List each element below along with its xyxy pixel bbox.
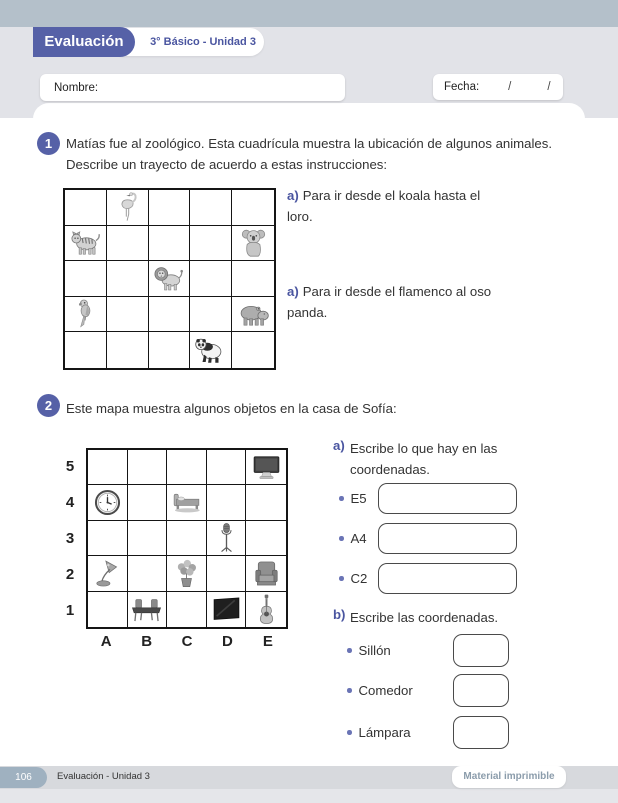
- col-label-e: E: [262, 633, 273, 650]
- object-label: Lámpara: [358, 725, 411, 740]
- bullet-icon: [339, 536, 344, 541]
- bullet-icon: [347, 648, 352, 653]
- bullet-icon: [347, 688, 352, 693]
- grid-cell: [107, 261, 149, 297]
- panda-icon: [192, 334, 229, 366]
- clock-icon: [90, 486, 125, 519]
- question-1-task-a1: [287, 185, 492, 227]
- row-label-4: 4: [65, 493, 75, 511]
- lion-icon: [150, 262, 187, 294]
- answer-box-a4[interactable]: [378, 523, 517, 554]
- task-text: Para ir desde el koala hasta el loro.: [287, 188, 481, 224]
- task-text: Para ir desde el flamenco al oso panda.: [287, 284, 492, 320]
- bullet-icon: [339, 576, 344, 581]
- grid-cell: [149, 297, 191, 333]
- grid-cell: [207, 556, 247, 591]
- task-a-text: Escribe lo que hay en las coordenadas.: [350, 441, 498, 477]
- tv-icon: [209, 593, 244, 626]
- coordinate-item-e5: [339, 483, 517, 514]
- grid-cell: [149, 226, 191, 262]
- bullet-icon: [339, 496, 344, 501]
- grid-cell: [128, 556, 168, 591]
- task-label: a): [287, 284, 299, 299]
- microphone-icon: [209, 521, 244, 554]
- coordinate-label: A4: [350, 531, 367, 546]
- grid-cell: [107, 332, 149, 368]
- top-band: [0, 0, 618, 27]
- zoo-grid: [63, 188, 276, 370]
- grid-cell: [88, 592, 128, 627]
- house-grid-row-labels: [58, 448, 82, 629]
- grid-cell: [207, 592, 247, 627]
- bed-icon: [169, 486, 204, 519]
- grid-cell: [190, 332, 232, 368]
- grid-cell: [246, 592, 286, 627]
- task-b-label: b): [333, 607, 346, 622]
- grid-cell: [149, 261, 191, 297]
- coordinate-label: E5: [350, 491, 367, 506]
- grid-cell: [65, 190, 107, 226]
- grid-cell: [232, 261, 274, 297]
- grade-unit-pill: 3° Básico - Unidad 3: [120, 28, 264, 56]
- grid-cell: [88, 556, 128, 591]
- evaluation-badge: Evaluación: [33, 27, 135, 57]
- grid-cell: [167, 556, 207, 591]
- grid-cell: [246, 485, 286, 520]
- col-label-c: C: [181, 633, 193, 650]
- plant-icon: [169, 557, 204, 590]
- hippo-icon: [235, 298, 272, 330]
- grid-cell: [65, 226, 107, 262]
- object-item-lampara: [347, 716, 512, 749]
- row-label-1: 1: [65, 602, 75, 620]
- grid-cell: [190, 297, 232, 333]
- parrot-icon: [67, 298, 104, 330]
- armchair-icon: [249, 557, 284, 590]
- grid-cell: [167, 485, 207, 520]
- col-label-a: A: [100, 633, 112, 650]
- grid-cell: [65, 297, 107, 333]
- name-field[interactable]: [40, 74, 345, 101]
- grid-cell: [232, 332, 274, 368]
- lamp-icon: [90, 557, 125, 590]
- task-a-label: a): [333, 438, 345, 453]
- answer-box-c2[interactable]: [378, 563, 517, 594]
- grid-cell: [190, 261, 232, 297]
- table-icon: [129, 593, 164, 626]
- bullet-icon: [347, 730, 352, 735]
- grid-cell: [207, 450, 247, 485]
- row-label-2: 2: [65, 566, 75, 584]
- grid-cell: [167, 592, 207, 627]
- grid-cell: [149, 332, 191, 368]
- answer-box-sillon[interactable]: [453, 634, 509, 667]
- col-label-d: D: [222, 633, 233, 650]
- grid-cell: [232, 226, 274, 262]
- object-item-comedor: [347, 674, 512, 707]
- printable-material-label: Material imprimible: [452, 766, 566, 788]
- task-b-text: Escribe las coordenadas.: [350, 610, 499, 625]
- object-item-sillon: [347, 634, 512, 667]
- guitar-icon: [249, 593, 284, 626]
- question-1-text: Matías fue al zoológico. Esta cuadrícula muestra la ubicación de algunos animales. Describe un trayecto de acuerdo a estas instrucciones:: [66, 136, 553, 172]
- question-2-number: 2: [37, 394, 60, 417]
- date-field[interactable]: [433, 74, 563, 100]
- task-label: a): [287, 188, 299, 203]
- grid-cell: [232, 297, 274, 333]
- name-label: Nombre:: [54, 81, 99, 94]
- question-2-text: Este mapa muestra algunos objetos en la casa de Sofía:: [66, 401, 397, 416]
- grid-cell: [128, 521, 168, 556]
- footer-title: Evaluación - Unidad 3: [57, 771, 150, 782]
- grid-cell: [207, 521, 247, 556]
- house-grid: [86, 448, 288, 629]
- grid-cell: [65, 332, 107, 368]
- grid-cell: [107, 190, 149, 226]
- answer-box-comedor[interactable]: [453, 674, 509, 707]
- date-separator: /: [508, 81, 512, 93]
- grid-cell: [149, 190, 191, 226]
- grid-cell: [88, 521, 128, 556]
- date-separator: /: [547, 81, 551, 93]
- grid-cell: [167, 521, 207, 556]
- question-1-task-a2: [287, 281, 492, 323]
- answer-box-lampara[interactable]: [453, 716, 509, 749]
- col-label-b: B: [141, 633, 153, 650]
- coordinate-item-c2: [339, 563, 517, 594]
- coordinate-label: C2: [350, 571, 368, 586]
- house-grid-col-labels: [86, 633, 288, 649]
- monitor-icon: [249, 451, 284, 484]
- grid-cell: [128, 592, 168, 627]
- grid-cell: [207, 485, 247, 520]
- answer-box-e5[interactable]: [378, 483, 517, 514]
- grid-cell: [88, 450, 128, 485]
- grid-cell: [88, 485, 128, 520]
- grid-cell: [190, 190, 232, 226]
- object-label: Comedor: [358, 683, 413, 698]
- grid-cell: [190, 226, 232, 262]
- grid-cell: [246, 521, 286, 556]
- object-label: Sillón: [358, 643, 391, 658]
- grid-cell: [128, 450, 168, 485]
- grid-cell: [246, 450, 286, 485]
- grid-cell: [65, 261, 107, 297]
- row-label-3: 3: [65, 530, 75, 547]
- flamingo-icon: [109, 191, 146, 223]
- grid-cell: [107, 226, 149, 262]
- coordinate-item-a4: [339, 523, 517, 554]
- grid-cell: [128, 485, 168, 520]
- grid-cell: [232, 190, 274, 226]
- footer-bottom-strip: [0, 789, 618, 803]
- grid-cell: [167, 450, 207, 485]
- page-number-badge: 106: [0, 767, 47, 788]
- date-label: Fecha:: [444, 81, 480, 93]
- tiger-icon: [67, 227, 104, 259]
- grid-cell: [246, 556, 286, 591]
- koala-icon: [235, 227, 272, 259]
- grid-cell: [107, 297, 149, 333]
- row-label-5: 5: [65, 457, 75, 475]
- question-1-number: 1: [37, 132, 60, 155]
